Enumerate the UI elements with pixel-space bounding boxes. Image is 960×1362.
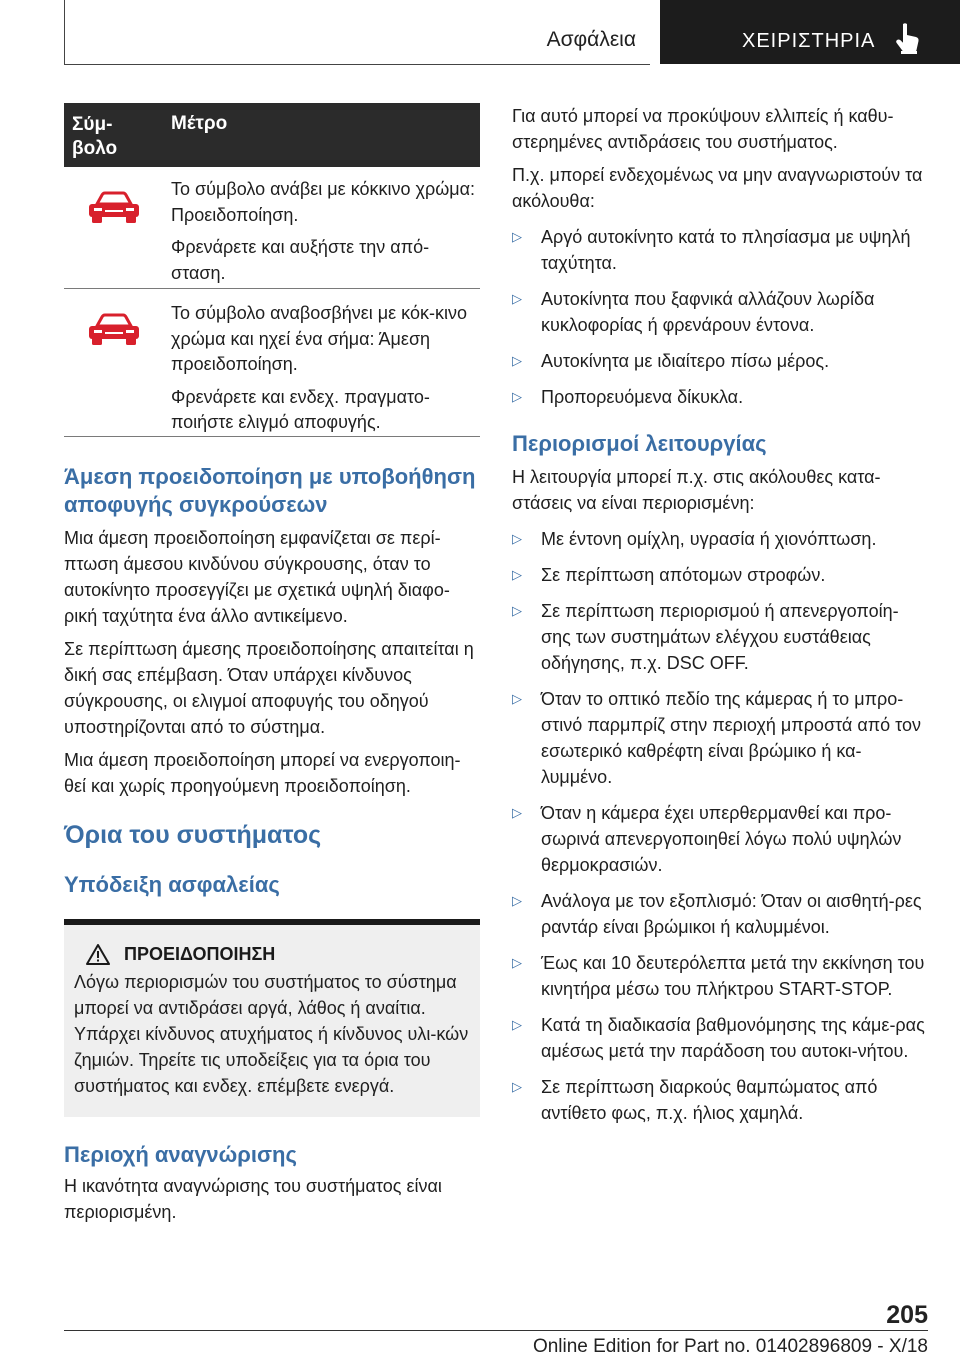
list-item: [512, 598, 928, 676]
chapter-tab-label: ΧΕΙΡΙΣΤΗΡΙΑ: [742, 30, 876, 52]
list-item-text: Αργό αυτοκίνητο κατά το πλησίασμα με υψηλή ταχύτητα.: [541, 227, 911, 273]
paragraph: Η ικανότητα αναγνώρισης του συστήματος είναι περιορισμένη.: [64, 1176, 442, 1222]
bullet-triangle-icon: ▷: [512, 603, 522, 618]
table-cell-text: Το σύμβολο ανάβει με κόκκινο χρώμα: Προειδοποίηση.: [171, 179, 476, 225]
bullet-triangle-icon: ▷: [512, 291, 522, 306]
list-item: [512, 562, 928, 588]
bullet-list: [512, 526, 928, 1126]
paragraph: Μια άμεση προειδοποίηση εμφανίζεται σε περί-πτωση άμεσου κινδύνου σύγκρουσης, όταν το αυτοκίνητο προσεγγίζει με σχετικά υψηλή διαφο-ρική ταχύτητα ένα άλλο αντικείμενο.: [64, 528, 450, 626]
table-header-symbol: Σύμ- βολο: [72, 114, 118, 159]
list-item-text: Αυτοκίνητα που ξαφνικά αλλάζουν λωρίδα κυκλοφορίας ή φρενάρουν έντονα.: [541, 289, 875, 335]
bullet-triangle-icon: ▷: [512, 531, 522, 546]
list-item-text: Με έντονη ομίχλη, υγρασία ή χιονόπτωση.: [541, 529, 877, 549]
right-column: [512, 103, 928, 1136]
heading-direct-warning: Άμεση προειδοποίηση με υποβοήθηση αποφυγής συγκρούσεων: [64, 464, 476, 517]
warning-title-text: ΠΡΟΕΙΔΟΠΟΙΗΣΗ: [124, 943, 276, 964]
footer-rule: [64, 1330, 928, 1331]
list-item-text: Όταν το οπτικό πεδίο της κάμερας ή το μπρο-στινό παρμπρίζ στην περιοχή μπροστά από τον εσωτερικό καθρέφτη είναι βρώμικο ή κα-λυμμένο.: [541, 689, 922, 787]
bullet-triangle-icon: ▷: [512, 691, 522, 706]
table-row: [64, 289, 480, 437]
car-warning-icon: [86, 191, 142, 225]
warning-text: Λόγω περιορισμών του συστήματος το σύστημα μπορεί να αντιδράσει αργά, λάθος ή αναίτια. Υπάρχει κίνδυνος ατυχήματος ή κίνδυνος υλι-κών ζημιών. Τηρείτε τις υποδείξεις για τα όρια του συστήματος και ενδεχ. επέμβετε ενεργά.: [74, 972, 469, 1096]
header-section-title: Ασφάλεια: [546, 28, 636, 51]
bullet-triangle-icon: ▷: [512, 229, 522, 244]
list-item: [512, 526, 928, 552]
left-column: [64, 103, 480, 1232]
heading-safety-note: Υπόδειξη ασφαλείας: [64, 872, 280, 897]
symbol-table: [64, 103, 480, 437]
bullet-triangle-icon: ▷: [512, 955, 522, 970]
table-row: [64, 167, 480, 289]
table-cell-text: Το σύμβολο αναβοσβήνει με κόκ-κινο χρώμα και ηχεί ένα σήμα: Άμεση προειδοποίηση.: [171, 303, 467, 374]
header-bottom-rule: [64, 64, 650, 65]
warning-title: [74, 943, 470, 965]
heading-function-limits: Περιορισμοί λειτουργίας: [512, 431, 767, 456]
list-item: [512, 1012, 928, 1064]
bullet-triangle-icon: ▷: [512, 1079, 522, 1094]
list-item-text: Έως και 10 δευτερόλεπτα μετά την εκκίνηση του κινητήρα μέσω του πλήκτρου START-STOP.: [541, 953, 925, 999]
bullet-triangle-icon: ▷: [512, 567, 522, 582]
warning-triangle-icon: [86, 943, 110, 965]
list-item: [512, 384, 928, 410]
table-header-measure: Μέτρο: [171, 113, 228, 134]
bullet-triangle-icon: ▷: [512, 353, 522, 368]
list-item-text: Αυτοκίνητα με ιδιαίτερο πίσω μέρος.: [541, 351, 830, 371]
list-item-text: Σε περίπτωση περιορισμού ή απενεργοποίη-σης των συστημάτων ελέγχου ευστάθειας οδήγησης, π.χ. DSC OFF.: [541, 601, 899, 673]
bullet-triangle-icon: ▷: [512, 893, 522, 908]
paragraph: Π.χ. μπορεί ενδεχομένως να μην αναγνωριστούν τα ακόλουθα:: [512, 165, 923, 211]
header-chapter-tab[interactable]: [660, 0, 960, 64]
car-warning-icon: [86, 313, 142, 347]
header-left-rule: [64, 0, 65, 64]
bullet-list: [512, 224, 928, 410]
list-item: [512, 950, 928, 1002]
paragraph: Η λειτουργία μπορεί π.χ. στις ακόλουθες κατα-στάσεις να είναι περιορισμένη:: [512, 467, 881, 513]
warning-box: [64, 919, 480, 1117]
list-item: [512, 348, 928, 374]
list-item: [512, 800, 928, 878]
page-number: 205: [886, 1301, 928, 1329]
list-item-text: Όταν η κάμερα έχει υπερθερμανθεί και προ-σωρινά απενεργοποιηθεί λόγω πολύ υψηλών θερμοκρασιών.: [541, 803, 902, 875]
table-cell-text: Φρενάρετε και αυξήστε την από-σταση.: [171, 237, 430, 283]
list-item: [512, 686, 928, 790]
list-item: [512, 286, 928, 338]
list-item: [512, 1074, 928, 1126]
list-item: [512, 888, 928, 940]
heading-detection-area: Περιοχή αναγνώρισης: [64, 1142, 297, 1167]
bullet-triangle-icon: ▷: [512, 805, 522, 820]
list-item-text: Προπορευόμενα δίκυκλα.: [541, 387, 744, 407]
hand-pointer-icon: [892, 22, 922, 54]
bullet-triangle-icon: ▷: [512, 389, 522, 404]
table-header: [64, 103, 480, 167]
list-item-text: Σε περίπτωση απότομων στροφών.: [541, 565, 826, 585]
bullet-triangle-icon: ▷: [512, 1017, 522, 1032]
list-item-text: Κατά τη διαδικασία βαθμονόμησης της κάμε-ρας αμέσως μετά την παράδοση του αυτοκι-νήτου.: [541, 1015, 925, 1061]
paragraph: Σε περίπτωση άμεσης προειδοποίησης απαιτείται η δική σας επέμβαση. Όταν υπάρχει κίνδυνος σύγκρουσης, οι ελιγμοί αποφυγής του οδηγού υποστηρίζονται από το σύστημα.: [64, 639, 474, 737]
list-item-text: Ανάλογα με τον εξοπλισμό: Όταν οι αισθητή-ρες ραντάρ είναι βρώμικοι ή καλυμμένοι.: [541, 891, 922, 937]
paragraph: Μια άμεση προειδοποίηση μπορεί να ενεργοποιη-θεί και χωρίς προηγούμενη προειδοποίηση.: [64, 750, 461, 796]
heading-system-limits: Όρια του συστήματος: [64, 821, 322, 849]
list-item: [512, 224, 928, 276]
table-cell-text: Φρενάρετε και ενδεχ. πραγματο-ποιήστε ελιγμό αποφυγής.: [171, 386, 430, 432]
paragraph: Για αυτό μπορεί να προκύψουν ελλιπείς ή καθυ-στερημένες αντιδράσεις του συστήματος.: [512, 106, 894, 152]
list-item-text: Σε περίπτωση διαρκούς θαμπώματος από αντίθετο φως, π.χ. ήλιος χαμηλά.: [541, 1077, 878, 1123]
footer-edition-text: Online Edition for Part no. 01402896809 - X/18: [532, 1336, 928, 1357]
